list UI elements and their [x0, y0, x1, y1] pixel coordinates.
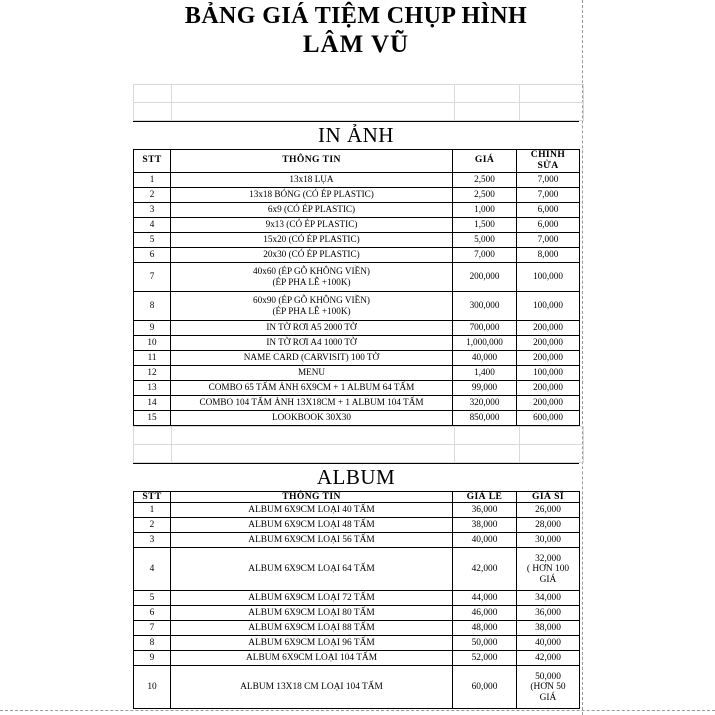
row-cell-info: 40x60 (ÉP GỖ KHÔNG VIỀN) (ÉP PHA LÊ +100K) — [171, 262, 453, 291]
table-row — [134, 548, 580, 591]
row-cell-info: ALBUM 6X9CM LOẠI 64 TẤM — [171, 548, 453, 591]
row-cell-info: 20x30 (CÓ ÉP PLASTIC) — [171, 247, 453, 262]
empty-grid-row — [134, 85, 584, 103]
row-cell-stt: 15 — [134, 410, 171, 425]
row-cell-stt: 7 — [134, 262, 171, 291]
row-cell-edit: 28,000 — [517, 518, 580, 533]
row-cell-stt: 1 — [134, 172, 171, 187]
table-row — [134, 262, 580, 291]
row-cell-stt: 7 — [134, 621, 171, 636]
section-heading-album: ALBUM — [133, 463, 579, 491]
row-cell-price: 700,000 — [453, 320, 517, 335]
empty-grid-row — [134, 444, 584, 462]
table-row — [134, 380, 580, 395]
empty-cell — [172, 103, 455, 121]
row-cell-edit: 36,000 — [517, 606, 580, 621]
row-cell-edit: 600,000 — [517, 410, 580, 425]
empty-cell — [520, 85, 584, 103]
row-cell-stt: 14 — [134, 395, 171, 410]
row-cell-info: LOOKBOOK 30X30 — [171, 410, 453, 425]
table-row — [134, 591, 580, 606]
row-cell-stt: 5 — [134, 591, 171, 606]
table-row — [134, 666, 580, 709]
page-title-line-1: BẢNG GIÁ TIỆM CHỤP HÌNH — [184, 3, 528, 29]
row-cell-price: 2,500 — [453, 187, 517, 202]
sheet-content — [133, 84, 579, 709]
table-header-row — [134, 491, 580, 503]
row-cell-info: 13x18 LỤA — [171, 172, 453, 187]
row-cell-edit: 50,000 (HƠN 50 GIÁ — [517, 666, 580, 709]
row-cell-info: ALBUM 6X9CM LOẠI 72 TẤM — [171, 591, 453, 606]
column-header-stt: STT — [134, 150, 171, 172]
empty-cell — [455, 426, 520, 444]
row-cell-stt: 2 — [134, 187, 171, 202]
row-cell-info: ALBUM 6X9CM LOẠI 88 TẤM — [171, 621, 453, 636]
row-cell-stt: 8 — [134, 291, 171, 320]
row-cell-price: 1,400 — [453, 365, 517, 380]
empty-cell — [134, 444, 172, 462]
column-header-price: GIÁ LẺ — [453, 491, 517, 503]
row-cell-price: 46,000 — [453, 606, 517, 621]
row-cell-edit: 7,000 — [517, 187, 580, 202]
row-cell-edit: 34,000 — [517, 591, 580, 606]
table-row — [134, 410, 580, 425]
row-cell-price: 48,000 — [453, 621, 517, 636]
empty-cell — [134, 103, 172, 121]
row-cell-stt: 13 — [134, 380, 171, 395]
row-cell-stt: 3 — [134, 533, 171, 548]
row-cell-price: 40,000 — [453, 533, 517, 548]
row-cell-price: 5,000 — [453, 232, 517, 247]
row-cell-info: COMBO 104 TẤM ẢNH 13X18CM + 1 ALBUM 104 TẤM — [171, 395, 453, 410]
row-cell-edit: 200,000 — [517, 320, 580, 335]
row-cell-price: 850,000 — [453, 410, 517, 425]
empty-grid-rows-top — [133, 84, 584, 121]
row-cell-info: ALBUM 13X18 CM LOẠI 104 TẤM — [171, 666, 453, 709]
row-cell-price: 2,500 — [453, 172, 517, 187]
row-cell-info: 6x9 (CÓ ÉP PLASTIC) — [171, 202, 453, 217]
table-row — [134, 172, 580, 187]
column-header-stt: STT — [134, 491, 171, 503]
row-cell-edit: 6,000 — [517, 217, 580, 232]
table-body-in-anh — [134, 172, 580, 425]
row-cell-edit: 200,000 — [517, 350, 580, 365]
row-cell-edit: 32,000 ( HƠN 100 GIÁ — [517, 548, 580, 591]
row-cell-edit: 7,000 — [517, 232, 580, 247]
row-cell-stt: 11 — [134, 350, 171, 365]
table-row — [134, 335, 580, 350]
empty-cell — [134, 85, 172, 103]
row-cell-stt: 3 — [134, 202, 171, 217]
row-cell-info: COMBO 65 TẤM ẢNH 6X9CM + 1 ALBUM 64 TẤM — [171, 380, 453, 395]
row-cell-price: 300,000 — [453, 291, 517, 320]
empty-cell — [520, 444, 584, 462]
row-cell-info: 9x13 (CÓ ÉP PLASTIC) — [171, 217, 453, 232]
row-cell-price: 200,000 — [453, 262, 517, 291]
column-header-edit: CHỈNH SỬA — [517, 150, 580, 172]
empty-cell — [172, 85, 455, 103]
table-row — [134, 606, 580, 621]
table-row — [134, 518, 580, 533]
row-cell-stt: 4 — [134, 217, 171, 232]
table-row — [134, 187, 580, 202]
row-cell-stt: 5 — [134, 232, 171, 247]
row-cell-edit: 6,000 — [517, 202, 580, 217]
table-row — [134, 651, 580, 666]
column-header-price: GIÁ — [453, 150, 517, 172]
row-cell-edit: 100,000 — [517, 262, 580, 291]
row-cell-price: 52,000 — [453, 651, 517, 666]
row-cell-info: 13x18 BÓNG (CÓ ÉP PLASTIC) — [171, 187, 453, 202]
price-table-in-anh — [133, 149, 580, 425]
row-cell-info: ALBUM 6X9CM LOẠI 96 TẤM — [171, 636, 453, 651]
row-cell-price: 1,000 — [453, 202, 517, 217]
row-cell-info: NAME CARD (CARVISIT) 100 TỜ — [171, 350, 453, 365]
table-row — [134, 503, 580, 518]
table-header-row — [134, 150, 580, 172]
row-cell-price: 1,500 — [453, 217, 517, 232]
row-cell-price: 7,000 — [453, 247, 517, 262]
table-row — [134, 202, 580, 217]
row-cell-stt: 10 — [134, 666, 171, 709]
row-cell-stt: 2 — [134, 518, 171, 533]
page-title — [133, 4, 579, 57]
empty-cell — [455, 103, 520, 121]
column-header-edit: GIÁ SĨ — [517, 491, 580, 503]
empty-cell — [520, 426, 584, 444]
row-cell-edit: 26,000 — [517, 503, 580, 518]
table-row — [134, 217, 580, 232]
row-cell-stt: 9 — [134, 320, 171, 335]
row-cell-edit: 30,000 — [517, 533, 580, 548]
row-cell-edit: 8,000 — [517, 247, 580, 262]
empty-grid-rows-middle — [133, 426, 584, 463]
row-cell-info: MENU — [171, 365, 453, 380]
row-cell-price: 42,000 — [453, 548, 517, 591]
table-row — [134, 247, 580, 262]
page-title-line-2: LÂM VŨ — [302, 31, 410, 58]
table-row — [134, 320, 580, 335]
row-cell-stt: 10 — [134, 335, 171, 350]
row-cell-price: 1,000,000 — [453, 335, 517, 350]
section-heading-in-anh: IN ẢNH — [133, 121, 579, 149]
row-cell-price: 36,000 — [453, 503, 517, 518]
empty-cell — [455, 444, 520, 462]
row-cell-edit: 100,000 — [517, 291, 580, 320]
table-row — [134, 395, 580, 410]
row-cell-info: ALBUM 6X9CM LOẠI 104 TẤM — [171, 651, 453, 666]
empty-cell — [172, 426, 455, 444]
table-row — [134, 365, 580, 380]
column-header-info: THÔNG TIN — [171, 150, 453, 172]
row-cell-edit: 200,000 — [517, 335, 580, 350]
empty-grid-row — [134, 426, 584, 444]
table-row — [134, 621, 580, 636]
row-cell-stt: 6 — [134, 606, 171, 621]
row-cell-info: IN TỜ RƠI A4 1000 TỜ — [171, 335, 453, 350]
row-cell-price: 320,000 — [453, 395, 517, 410]
row-cell-info: 60x90 (ÉP GỖ KHÔNG VIỀN) (ÉP PHA LÊ +100K) — [171, 291, 453, 320]
table-row — [134, 636, 580, 651]
empty-cell — [134, 426, 172, 444]
row-cell-info: IN TỜ RƠI A5 2000 TỜ — [171, 320, 453, 335]
row-cell-info: ALBUM 6X9CM LOẠI 48 TẤM — [171, 518, 453, 533]
row-cell-info: ALBUM 6X9CM LOẠI 40 TẤM — [171, 503, 453, 518]
row-cell-edit: 100,000 — [517, 365, 580, 380]
row-cell-edit: 200,000 — [517, 380, 580, 395]
row-cell-stt: 6 — [134, 247, 171, 262]
row-cell-stt: 4 — [134, 548, 171, 591]
row-cell-info: ALBUM 6X9CM LOẠI 80 TẤM — [171, 606, 453, 621]
empty-cell — [172, 444, 455, 462]
row-cell-edit: 40,000 — [517, 636, 580, 651]
row-cell-edit: 7,000 — [517, 172, 580, 187]
table-row — [134, 350, 580, 365]
empty-cell — [520, 103, 584, 121]
empty-cell — [455, 85, 520, 103]
row-cell-info: ALBUM 6X9CM LOẠI 56 TẤM — [171, 533, 453, 548]
page-break-horizontal-guide — [0, 710, 715, 711]
row-cell-stt: 12 — [134, 365, 171, 380]
price-table-album — [133, 491, 580, 710]
row-cell-edit: 38,000 — [517, 621, 580, 636]
row-cell-price: 50,000 — [453, 636, 517, 651]
row-cell-stt: 1 — [134, 503, 171, 518]
table-row — [134, 291, 580, 320]
table-row — [134, 232, 580, 247]
column-header-info: THÔNG TIN — [171, 491, 453, 503]
row-cell-price: 99,000 — [453, 380, 517, 395]
row-cell-price: 40,000 — [453, 350, 517, 365]
row-cell-stt: 9 — [134, 651, 171, 666]
row-cell-info: 15x20 (CÓ ÉP PLASTIC) — [171, 232, 453, 247]
row-cell-stt: 8 — [134, 636, 171, 651]
table-row — [134, 533, 580, 548]
row-cell-price: 60,000 — [453, 666, 517, 709]
row-cell-edit: 42,000 — [517, 651, 580, 666]
row-cell-price: 38,000 — [453, 518, 517, 533]
row-cell-edit: 200,000 — [517, 395, 580, 410]
row-cell-price: 44,000 — [453, 591, 517, 606]
table-body-album — [134, 503, 580, 709]
empty-grid-row — [134, 103, 584, 121]
